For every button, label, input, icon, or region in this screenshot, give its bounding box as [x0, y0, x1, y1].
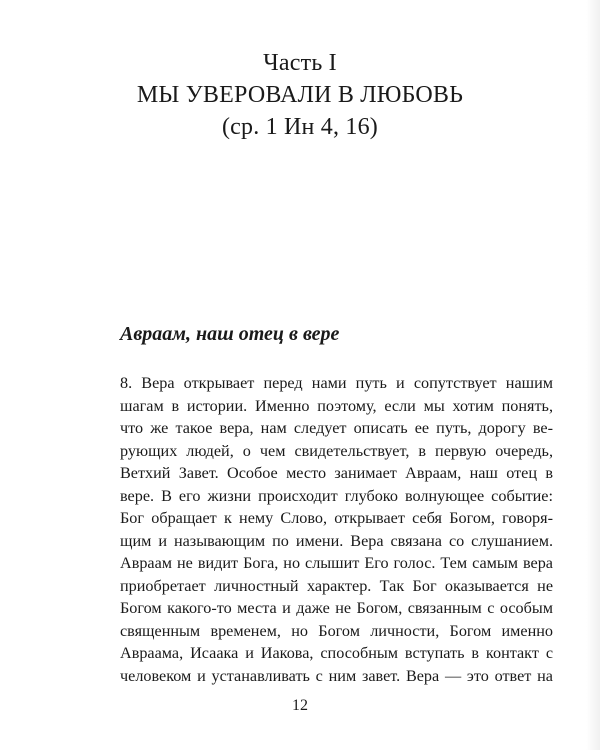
paragraph-line: щим и называющим по имени. Вера связана со слушанием.: [120, 531, 553, 550]
scripture-reference: (ср. 1 Ин 4, 16): [221, 114, 378, 140]
paragraph-line: вере. В его жизни происходит глубоко волнующее событие:: [120, 486, 553, 505]
paragraph-line: Авраама, Исаака и Иакова, способным вступать в контакт с: [120, 644, 553, 662]
section-title: Авраам, наш отец в вере: [120, 323, 340, 345]
paragraph-line: Ветхий Завет. Особое место занимает Авраам, наш отец в: [120, 464, 553, 482]
paragraph-line: что же такое вера, нам следует описать ее путь, дорогу ве-: [120, 419, 553, 437]
paragraph-line: шагам в истории. Именно поэтому, если мы хотим понять,: [120, 396, 553, 415]
paragraph-line: рующих людей, о чем свидетельствует, в первую очередь,: [120, 441, 553, 460]
paragraph-line: Бог обращает к нему Слово, открывает себя Богом, говоря-: [120, 509, 553, 527]
part-label: Часть I: [263, 50, 337, 76]
paragraph-line: приобретает личностный характер. Так Бог оказывается не: [120, 576, 553, 595]
paragraph-line: Авраам не видит Бога, но слышит Его голос. Тем самым вера: [120, 554, 553, 572]
paragraph-line: 8. Вера открывает перед нами путь и сопутствует нашим: [120, 374, 553, 392]
part-heading: [0, 47, 600, 143]
page-number: 12: [292, 697, 308, 714]
paragraph-line: Богом какого-то места и даже не Богом, связанным с особым: [120, 599, 553, 617]
paragraph-8: [120, 372, 553, 687]
paragraph-line: человеком и устанавливать с ним завет. Вера — это ответ на: [120, 666, 553, 685]
part-title: МЫ УВЕРОВАЛИ В ЛЮБОВЬ: [136, 82, 464, 108]
paragraph-line: священным временем, но Богом личности, Богом именно: [120, 621, 553, 640]
